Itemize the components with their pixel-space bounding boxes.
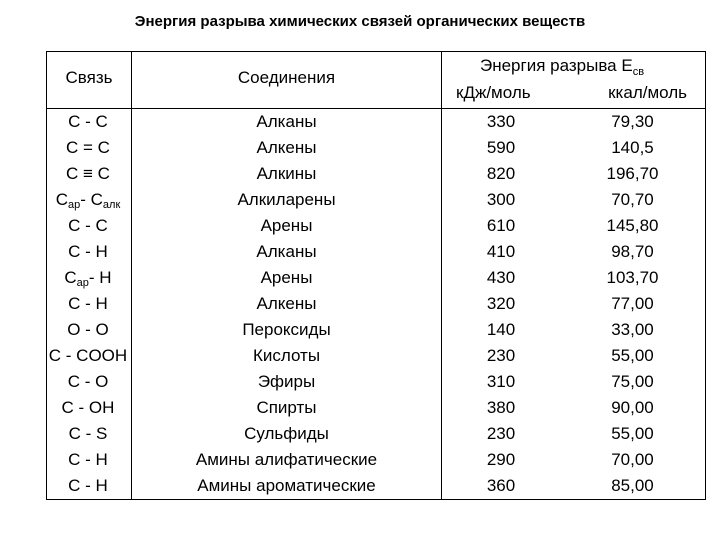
energy-kcal-value: 70,00 xyxy=(611,450,654,469)
bond-cell: C - H xyxy=(68,294,108,313)
compound-cell: Кислоты xyxy=(252,346,321,365)
energy-cell xyxy=(442,473,705,499)
header-energy-title: Энергия разрыва $E_{св}$ xyxy=(480,56,645,78)
energy-cell xyxy=(442,291,705,317)
bond-cell: C - C xyxy=(68,216,108,235)
energy-kj-value: 140 xyxy=(486,320,516,339)
energy-cell xyxy=(442,187,705,213)
energy-kj-value: 360 xyxy=(486,476,516,495)
header-unit-kj: кДж/моль xyxy=(456,83,531,102)
header-bond: Связь xyxy=(47,52,132,109)
energy-kj-value: 230 xyxy=(486,424,516,443)
energy-kcal-value: 196,70 xyxy=(606,164,659,183)
compound-cell: Алкиларены xyxy=(237,190,336,209)
compound-cell: Алканы xyxy=(256,242,317,261)
compound-cell: Алкены xyxy=(256,138,317,157)
bond-cell: O - O xyxy=(67,320,109,339)
bond-cell: C - S xyxy=(68,424,108,443)
energy-kj-value: 820 xyxy=(486,164,516,183)
energy-cell xyxy=(442,265,705,291)
energy-kcal-value: 75,00 xyxy=(611,372,654,391)
energy-kj-value: 230 xyxy=(486,346,516,365)
compound-cell: Эфиры xyxy=(257,372,316,391)
bond-cell: C - H xyxy=(68,242,108,261)
energy-kj-value: 290 xyxy=(486,450,516,469)
table-header-row xyxy=(47,52,706,109)
compound-cell: Сульфиды xyxy=(244,424,329,443)
energy-kcal-value: 55,00 xyxy=(611,346,654,365)
bond-energy-table xyxy=(46,51,706,500)
compound-cell: Арены xyxy=(260,268,313,287)
bond-cell: $C_{ар}-$ $C_{алк}$ xyxy=(55,190,121,211)
energy-column xyxy=(442,109,706,500)
energy-kj-value: 310 xyxy=(486,372,516,391)
energy-kcal-value: 145,80 xyxy=(606,216,659,235)
energy-kcal-value: 77,00 xyxy=(611,294,654,313)
energy-cell xyxy=(442,161,705,187)
energy-kcal-value: 90,00 xyxy=(611,398,654,417)
energy-kcal-value: 33,00 xyxy=(611,320,654,339)
compound-cell: Алканы xyxy=(256,112,317,131)
bond-cell: C - COOH xyxy=(48,346,128,365)
energy-cell xyxy=(442,317,705,343)
energy-kcal-value: 103,70 xyxy=(606,268,659,287)
header-unit-kcal: ккал/моль xyxy=(608,83,687,102)
energy-kcal-value: 79,30 xyxy=(611,112,654,131)
bond-cell: C - H xyxy=(68,476,108,495)
energy-kj-value: 330 xyxy=(486,112,516,131)
bond-cell: C = C xyxy=(66,138,110,157)
bond-cell: C - H xyxy=(68,450,108,469)
energy-kj-value: 300 xyxy=(486,190,516,209)
header-energy-subscript: св xyxy=(632,66,645,78)
bond-cell: C ≡ C xyxy=(66,164,110,183)
compound-cell: Пероксиды xyxy=(242,320,331,339)
energy-cell xyxy=(442,369,705,395)
energy-cell xyxy=(442,343,705,369)
energy-kcal-value: 55,00 xyxy=(611,424,654,443)
energy-kj-value: 430 xyxy=(486,268,516,287)
compound-cell: Арены xyxy=(260,216,313,235)
page-title: Энергия разрыва химических связей органических веществ xyxy=(134,13,586,30)
energy-kcal-value: 70,70 xyxy=(611,190,654,209)
energy-kcal-value: 85,00 xyxy=(611,476,654,495)
table-body-row xyxy=(47,109,706,500)
compound-column xyxy=(132,109,442,500)
energy-kj-value: 320 xyxy=(486,294,516,313)
compound-cell: Спирты xyxy=(256,398,317,417)
energy-cell xyxy=(442,447,705,473)
compound-cell: Амины алифатические xyxy=(195,450,378,469)
energy-kj-value: 410 xyxy=(486,242,516,261)
bond-cell: C - C xyxy=(68,112,108,131)
energy-cell xyxy=(442,421,705,447)
energy-kj-value: 590 xyxy=(486,138,516,157)
compound-cell: Алкены xyxy=(256,294,317,313)
bond-cell: C - OH xyxy=(61,398,115,417)
bond-cell: $C_{ар}-$ H xyxy=(64,268,112,289)
energy-cell xyxy=(442,135,705,161)
energy-kj-value: 380 xyxy=(486,398,516,417)
compound-cell: Амины ароматические xyxy=(197,476,376,495)
energy-kcal-value: 98,70 xyxy=(611,242,654,261)
energy-cell xyxy=(442,395,705,421)
header-energy xyxy=(442,52,706,109)
bond-column xyxy=(47,109,132,500)
compound-cell: Алкины xyxy=(256,164,317,183)
energy-kj-value: 610 xyxy=(486,216,516,235)
energy-kcal-value: 140,5 xyxy=(611,138,654,157)
energy-cell xyxy=(442,213,705,239)
bond-cell: C - O xyxy=(67,372,109,391)
energy-cell xyxy=(442,109,705,135)
energy-cell xyxy=(442,239,705,265)
header-compounds: Соединения xyxy=(132,52,442,109)
